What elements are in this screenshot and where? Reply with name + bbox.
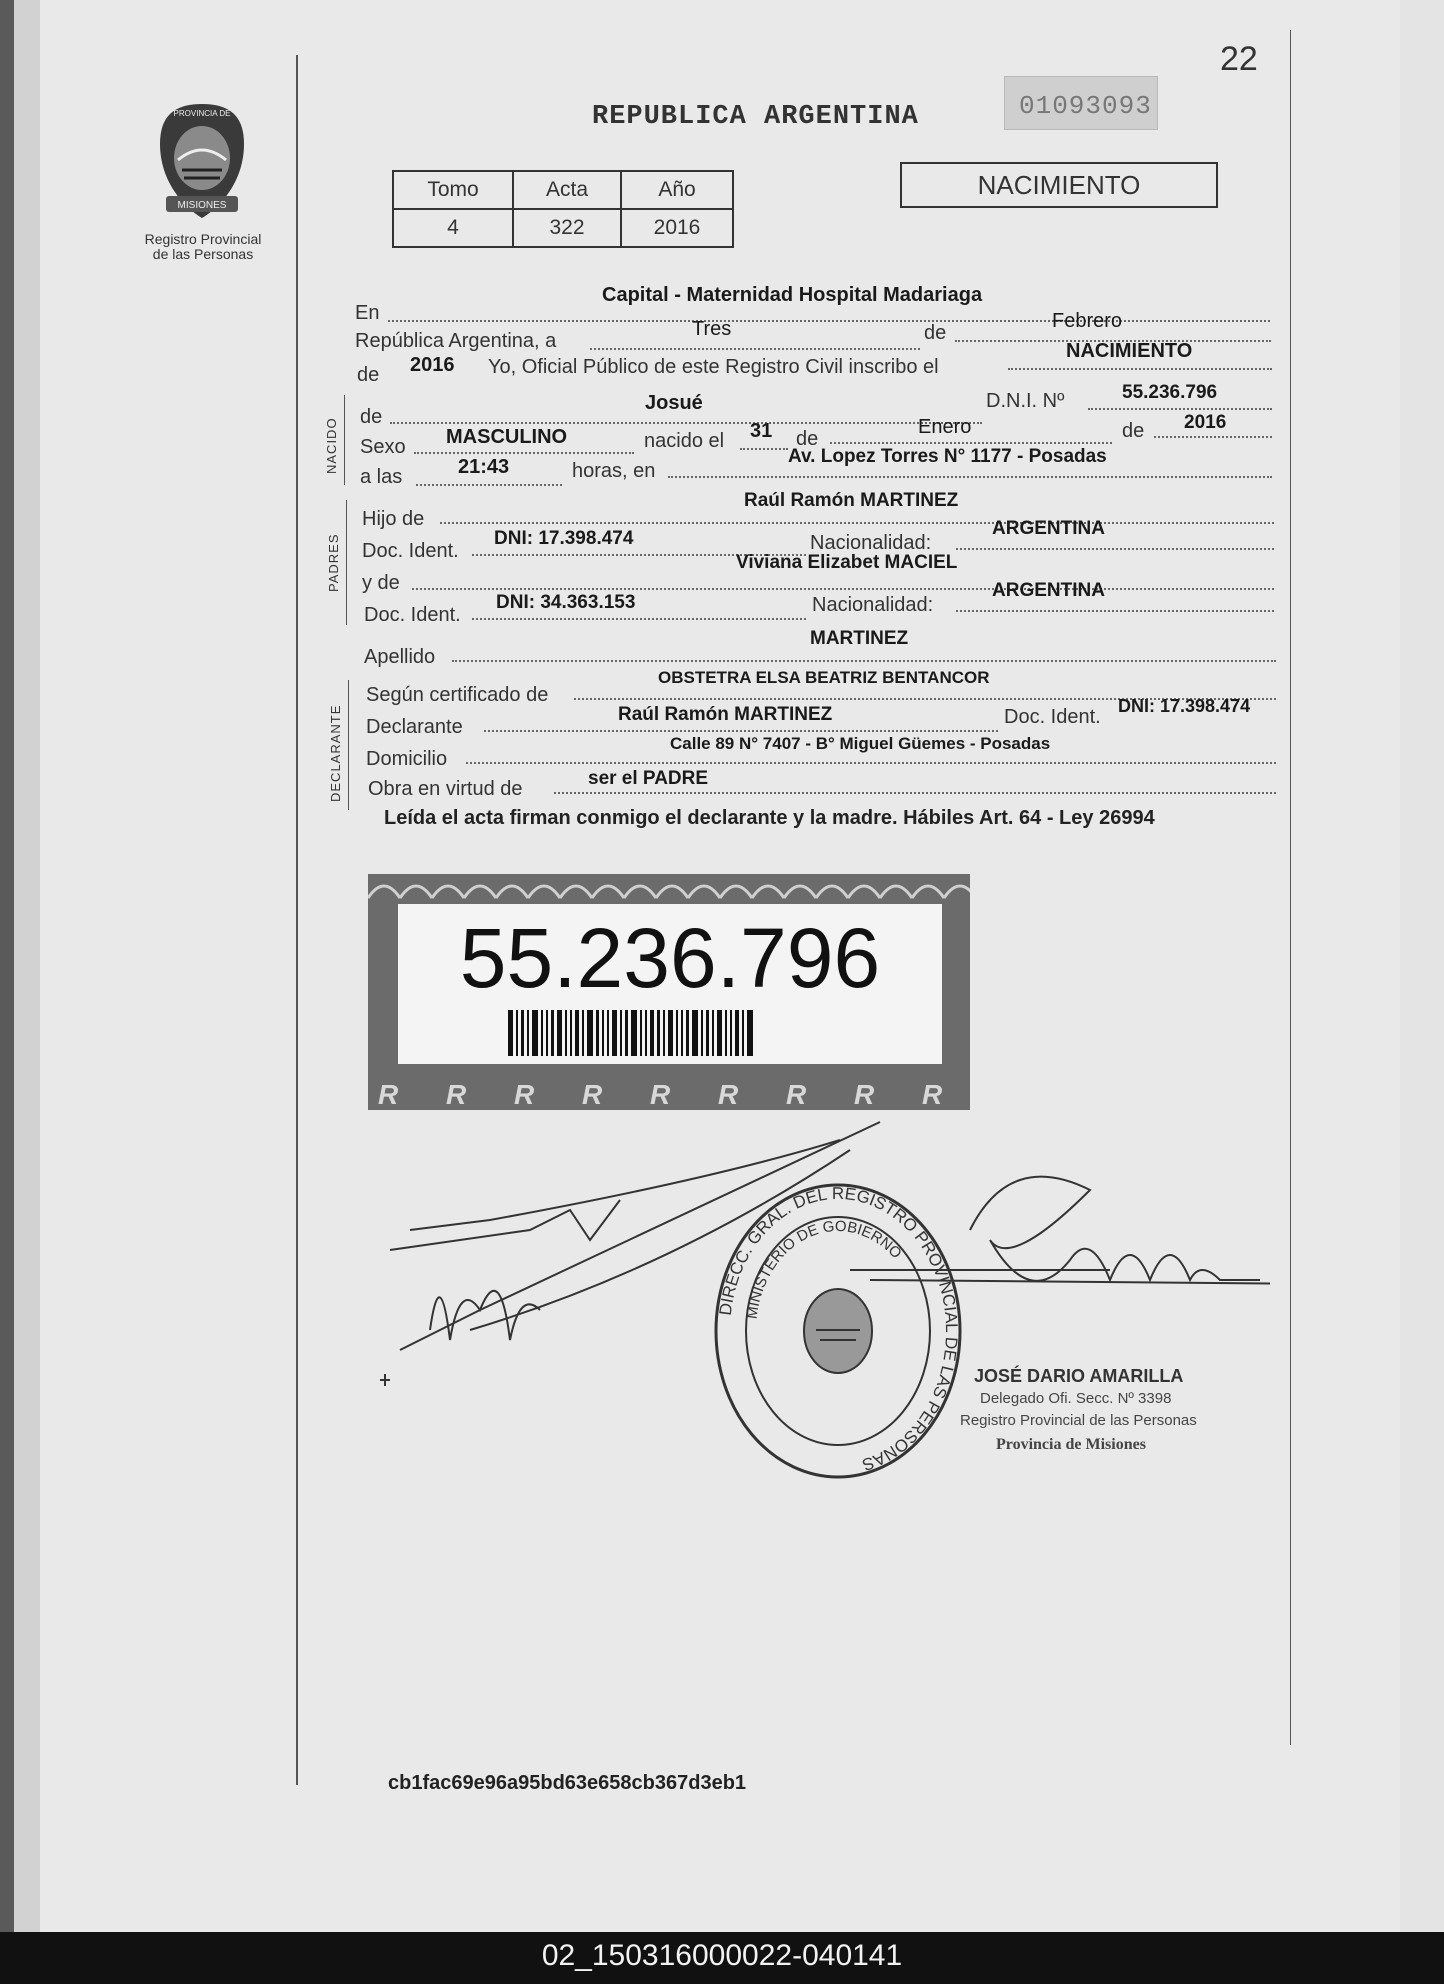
barcode-bar — [527, 1010, 529, 1056]
crest-ribbon-text: MISIONES — [177, 200, 227, 211]
barcode-bar — [747, 1010, 753, 1056]
barcode-bar — [582, 1010, 584, 1056]
pattern-letter: R — [582, 1079, 603, 1110]
dotted-line — [388, 320, 1270, 322]
scan-edge — [0, 0, 14, 1932]
dotted-line — [416, 484, 562, 486]
barcode-bar — [668, 1010, 673, 1056]
barcode-bar — [701, 1010, 703, 1056]
barcode-bar — [692, 1010, 698, 1056]
label-domicilio: Domicilio — [366, 748, 448, 770]
barcode-bar — [565, 1010, 567, 1056]
certificate-value: OBSTETRA ELSA BEATRIZ BENTANCOR — [658, 668, 990, 687]
crest-caption-line2: de las Personas — [152, 246, 254, 262]
pattern-wave — [528, 886, 560, 898]
pattern-wave — [784, 886, 816, 898]
label-de-birth-month: de — [796, 428, 819, 450]
place-value: Capital - Maternidad Hospital Madariaga — [602, 284, 983, 306]
register-value-ano: 2016 — [621, 209, 733, 247]
label-doc-ident-father: Doc. Ident. — [362, 540, 459, 562]
barcode-bar — [717, 1010, 722, 1056]
pattern-wave — [720, 886, 752, 898]
label-en: En — [355, 302, 380, 324]
barcode-bar — [681, 1010, 683, 1056]
pattern-letter: R — [514, 1079, 535, 1110]
signatory-name: JOSÉ DARIO AMARILLA — [974, 1366, 1184, 1386]
seal-outer-text: DIRECC. GRAL. DEL REGISTRO PROVINCIAL DE LAS PERSONAS — [715, 1183, 962, 1475]
event-value: NACIMIENTO — [1066, 340, 1193, 362]
mother-nationality: ARGENTINA — [992, 580, 1105, 601]
pattern-letter: R — [922, 1079, 943, 1110]
pattern-wave — [752, 886, 784, 898]
dotted-line — [1008, 368, 1272, 370]
newborn-name: Josué — [645, 392, 703, 414]
barcode-bar — [625, 1010, 628, 1056]
pattern-letter: R — [650, 1079, 671, 1110]
serial-number-stamp — [1004, 76, 1158, 130]
signatory-title: Delegado Ofi. Secc. Nº 3398 — [980, 1390, 1172, 1407]
barcode-bar — [725, 1010, 727, 1056]
declarant-capacity: ser el PADRE — [588, 768, 709, 789]
birth-month: Enero — [918, 416, 972, 438]
declarant-address: Calle 89 N° 7407 - B° Miguel Güemes - Posadas — [670, 734, 1051, 753]
pattern-letter: R — [446, 1079, 467, 1110]
register-value-acta: 322 — [513, 209, 621, 247]
newborn-dni: 55.236.796 — [1122, 382, 1218, 403]
label-sexo: Sexo — [360, 436, 406, 458]
section-bracket-nacido — [344, 395, 345, 485]
barcode-bar — [657, 1010, 660, 1056]
page-number: 22 — [1220, 40, 1258, 78]
father-nationality: ARGENTINA — [992, 518, 1105, 539]
barcode-bar — [735, 1010, 739, 1056]
dotted-line — [830, 442, 1112, 444]
barcode-sticker — [368, 874, 970, 1110]
barcode-bar — [602, 1010, 604, 1056]
dotted-line — [484, 730, 998, 732]
barcode-bar — [650, 1010, 654, 1056]
register-table — [392, 170, 734, 248]
birth-day: 31 — [750, 420, 773, 442]
barcode-bar — [607, 1010, 609, 1056]
dotted-line — [554, 792, 1276, 794]
dotted-line — [414, 452, 634, 454]
pattern-wave — [912, 886, 944, 898]
pattern-wave — [496, 886, 528, 898]
label-horas: horas, en — [572, 460, 656, 482]
barcode-bar — [516, 1010, 518, 1056]
barcode-bar — [620, 1010, 622, 1056]
father-doc: DNI: 17.398.474 — [494, 528, 634, 549]
signatory-office: Registro Provincial de las Personas — [960, 1412, 1197, 1429]
dotted-line — [740, 448, 788, 450]
birth-time: 21:43 — [458, 456, 510, 478]
pattern-letter: R — [378, 1079, 399, 1110]
label-de-name: de — [360, 406, 383, 428]
barcode-bar — [587, 1010, 593, 1056]
crest-caption — [128, 232, 278, 262]
pattern-wave — [656, 886, 688, 898]
mother-name: Viviana Elizabet MACIEL — [736, 552, 958, 573]
barcode-label — [398, 904, 942, 1064]
closing-note: Leída el acta firman conmigo el declarante y la madre. Hábiles Art. 64 - Ley 26994 — [384, 807, 1155, 829]
province-crest-icon — [152, 100, 252, 230]
pattern-wave — [592, 886, 624, 898]
section-bracket-declarante — [348, 680, 349, 810]
barcode-bar — [742, 1010, 744, 1056]
section-label-nacido: NACIDO — [324, 417, 339, 474]
label-de-month: de — [924, 322, 947, 344]
pattern-wave — [944, 886, 970, 898]
pattern-letter: R — [854, 1079, 875, 1110]
pattern-wave — [368, 886, 400, 898]
birth-address: Av. Lopez Torres N° 1177 - Posadas — [788, 446, 1107, 467]
pattern-wave — [464, 886, 496, 898]
newborn-sex: MASCULINO — [446, 426, 568, 448]
label-declarante: Declarante — [366, 716, 463, 738]
dotted-line — [412, 588, 1274, 590]
label-doc-ident-mother: Doc. Ident. — [364, 604, 461, 626]
barcode-bar — [596, 1010, 599, 1056]
country-heading: REPUBLICA ARGENTINA — [592, 102, 919, 132]
barcode-bars — [508, 1010, 878, 1056]
pattern-letter: R — [718, 1079, 739, 1110]
right-margin-rule — [1290, 30, 1291, 1745]
serial-number: 01093093 — [1019, 91, 1152, 121]
barcode-bar — [631, 1010, 637, 1056]
barcode-bar — [532, 1010, 538, 1056]
label-de-birth-year: de — [1122, 420, 1145, 442]
dotted-line — [452, 660, 1276, 662]
declarant-doc: DNI: 17.398.474 — [1118, 696, 1251, 716]
barcode-bar — [570, 1010, 572, 1056]
barcode-bar — [730, 1010, 732, 1056]
barcode-bar — [706, 1010, 709, 1056]
barcode-bar — [508, 1010, 513, 1056]
label-de-year: de — [357, 364, 380, 386]
father-name: Raúl Ramón MARTINEZ — [744, 490, 959, 511]
pattern-wave — [560, 886, 592, 898]
pattern-wave — [688, 886, 720, 898]
register-header-row — [393, 171, 733, 209]
label-republica: República Argentina, a — [355, 330, 557, 352]
month-value: Febrero — [1052, 310, 1123, 332]
barcode-bar — [546, 1010, 548, 1056]
label-nacionalidad-father: Nacionalidad: — [810, 532, 932, 554]
crest-caption-line1: Registro Provincial — [144, 231, 262, 247]
barcode-bar — [612, 1010, 617, 1056]
label-apellido: Apellido — [364, 646, 436, 668]
dotted-line — [668, 476, 1272, 478]
label-nacido-el: nacido el — [644, 430, 725, 452]
barcode-bar — [551, 1010, 554, 1056]
barcode-bar — [712, 1010, 714, 1056]
footer-id: 02_150316000022-040141 — [541, 1939, 903, 1972]
pattern-wave — [848, 886, 880, 898]
year-value: 2016 — [410, 354, 455, 376]
register-header-acta: Acta — [513, 171, 621, 209]
dotted-line — [956, 610, 1274, 612]
label-a-las: a las — [360, 466, 403, 488]
register-header-ano: Año — [621, 171, 733, 209]
dotted-line — [472, 618, 806, 620]
section-bracket-padres — [346, 500, 347, 625]
label-doc-ident-declarant: Doc. Ident. — [1004, 706, 1101, 728]
crest-top-text: PROVINCIA DE — [173, 109, 231, 118]
dotted-line — [956, 548, 1274, 550]
barcode-bar — [676, 1010, 678, 1056]
day-value: Tres — [692, 318, 732, 340]
pattern-wave — [816, 886, 848, 898]
register-value-tomo: 4 — [393, 209, 513, 247]
birth-year: 2016 — [1184, 412, 1227, 433]
barcode-bar — [663, 1010, 665, 1056]
seal-inner-text: MINISTERIO DE GOBIERNO — [743, 1217, 905, 1321]
surname-value: MARTINEZ — [810, 628, 909, 649]
register-value-row — [393, 209, 733, 247]
label-y-de: y de — [362, 572, 400, 594]
label-nacionalidad-mother: Nacionalidad: — [812, 594, 934, 616]
dotted-line — [1154, 436, 1272, 438]
pattern-wave — [880, 886, 912, 898]
pattern-wave — [432, 886, 464, 898]
label-hijo-de: Hijo de — [362, 508, 425, 530]
record-type-box: NACIMIENTO — [900, 162, 1218, 208]
binder-strip — [14, 0, 41, 1932]
inscription-text: Yo, Oficial Público de este Registro Civil inscribo el — [488, 356, 939, 378]
section-label-declarante: DECLARANTE — [328, 704, 343, 802]
dotted-line — [590, 348, 920, 350]
barcode-bar — [686, 1010, 689, 1056]
register-header-tomo: Tomo — [393, 171, 513, 209]
barcode-number: 55.236.796 — [459, 911, 881, 1005]
dotted-line — [466, 762, 1276, 764]
barcode-bar — [541, 1010, 543, 1056]
signatory-province: Provincia de Misiones — [996, 1436, 1146, 1453]
barcode-bar — [645, 1010, 647, 1056]
dotted-line — [1088, 408, 1272, 410]
section-label-padres: PADRES — [326, 533, 341, 592]
barcode-bar — [640, 1010, 642, 1056]
official-seal-icon — [712, 1180, 964, 1482]
label-segun-certificado: Según certificado de — [366, 684, 549, 706]
pattern-wave — [624, 886, 656, 898]
barcode-bar — [521, 1010, 524, 1056]
footer-bar — [0, 1932, 1444, 1984]
pattern-letter: R — [786, 1079, 807, 1110]
mother-doc: DNI: 34.363.153 — [496, 592, 636, 613]
pattern-wave — [400, 886, 432, 898]
declarant-name: Raúl Ramón MARTINEZ — [618, 704, 833, 725]
barcode-bar — [575, 1010, 579, 1056]
label-dni: D.N.I. Nº — [986, 390, 1065, 412]
dotted-line — [390, 422, 982, 424]
label-obra-en-virtud: Obra en virtud de — [368, 778, 523, 800]
barcode-bar — [557, 1010, 562, 1056]
dotted-line — [440, 522, 1274, 524]
left-margin-rule — [296, 55, 298, 1785]
document-hash: cb1fac69e96a95bd63e658cb367d3eb1 — [388, 1772, 747, 1794]
